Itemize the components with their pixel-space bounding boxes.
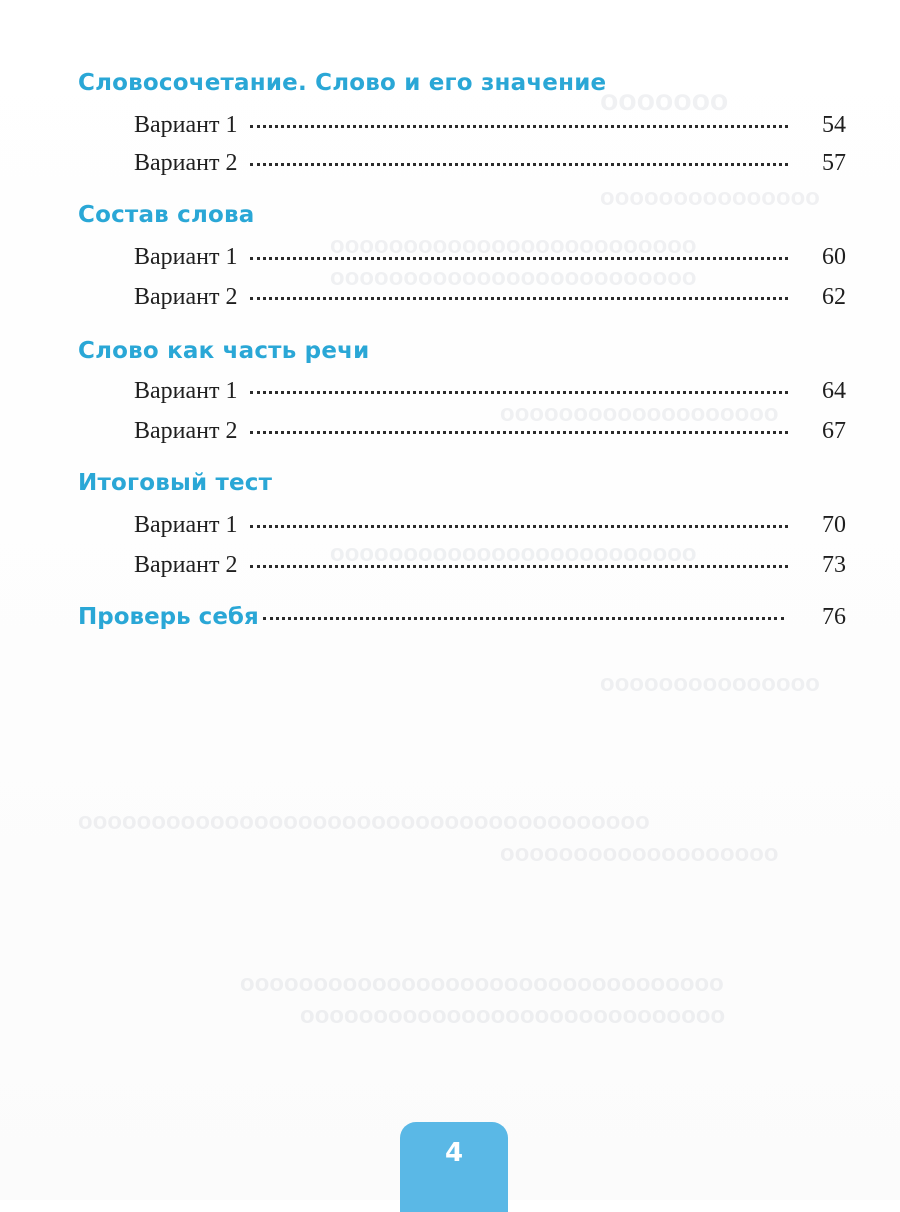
toc-entry-page: 76	[822, 604, 846, 630]
page-number: 4	[444, 1138, 464, 1168]
toc-entry-page: 73	[822, 552, 846, 578]
toc-entry[interactable]	[134, 552, 846, 584]
show-through-text: ооооооооооооооооооооооооооооооооо	[240, 970, 724, 997]
section-title: Словосочетание. Слово и его значение	[78, 70, 607, 96]
toc-entry-label: Проверь себя	[78, 604, 259, 630]
toc-entry-label: Вариант 2	[134, 418, 238, 444]
toc-entry[interactable]	[134, 512, 846, 544]
show-through-text: ооооооооооооооооооооооооо	[330, 540, 697, 567]
toc-entry[interactable]	[134, 112, 846, 144]
toc-entry-label: Вариант 2	[134, 150, 238, 176]
show-through-text: ооооооооооооооооооооооооооооооооооооооо	[78, 808, 650, 835]
toc-entry-label: Вариант 1	[134, 244, 238, 270]
toc-entry-page: 64	[822, 378, 846, 404]
dot-leader	[250, 525, 789, 528]
dot-leader	[250, 565, 789, 568]
dot-leader	[250, 163, 789, 166]
show-through-text: ооооооооооооооо	[600, 670, 820, 697]
toc-entry-check-yourself[interactable]	[78, 604, 846, 636]
section-title: Состав слова	[78, 202, 255, 228]
toc-entry-page: 60	[822, 244, 846, 270]
show-through-text: ооооооооооооооооооо	[500, 840, 779, 867]
show-through-text: ооооооооооооооооооооооооо	[330, 232, 697, 259]
toc-entry[interactable]	[134, 284, 846, 316]
toc-entry[interactable]	[134, 418, 846, 450]
toc-entry-label: Вариант 1	[134, 512, 238, 538]
toc-entry-label: Вариант 1	[134, 378, 238, 404]
section-title: Слово как часть речи	[78, 338, 370, 364]
page-number-tab	[400, 1122, 508, 1212]
toc-entry-label: Вариант 2	[134, 284, 238, 310]
dot-leader	[250, 431, 789, 434]
section-title: Итоговый тест	[78, 470, 273, 496]
toc-entry-page: 54	[822, 112, 846, 138]
toc-entry-page: 67	[822, 418, 846, 444]
dot-leader	[263, 617, 784, 620]
toc-entry-page: 70	[822, 512, 846, 538]
toc-entry-label: Вариант 2	[134, 552, 238, 578]
dot-leader	[250, 257, 789, 260]
dot-leader	[250, 391, 789, 394]
dot-leader	[250, 125, 789, 128]
dot-leader	[250, 297, 789, 300]
show-through-text: ооооооооооооооооооооооооооооо	[300, 1002, 726, 1029]
toc-entry[interactable]	[134, 378, 846, 410]
show-through-text: ооооооооооооооооооооооооо	[330, 264, 697, 291]
show-through-text: ооооооооооооооооооо	[500, 400, 779, 427]
toc-entry[interactable]	[134, 244, 846, 276]
toc-entry[interactable]	[134, 150, 846, 182]
toc-entry-label: Вариант 1	[134, 112, 238, 138]
show-through-text: ооооооооооооооо	[600, 184, 820, 211]
toc-entry-page: 62	[822, 284, 846, 310]
show-through-text: ооооооо	[600, 84, 729, 117]
toc-entry-page: 57	[822, 150, 846, 176]
